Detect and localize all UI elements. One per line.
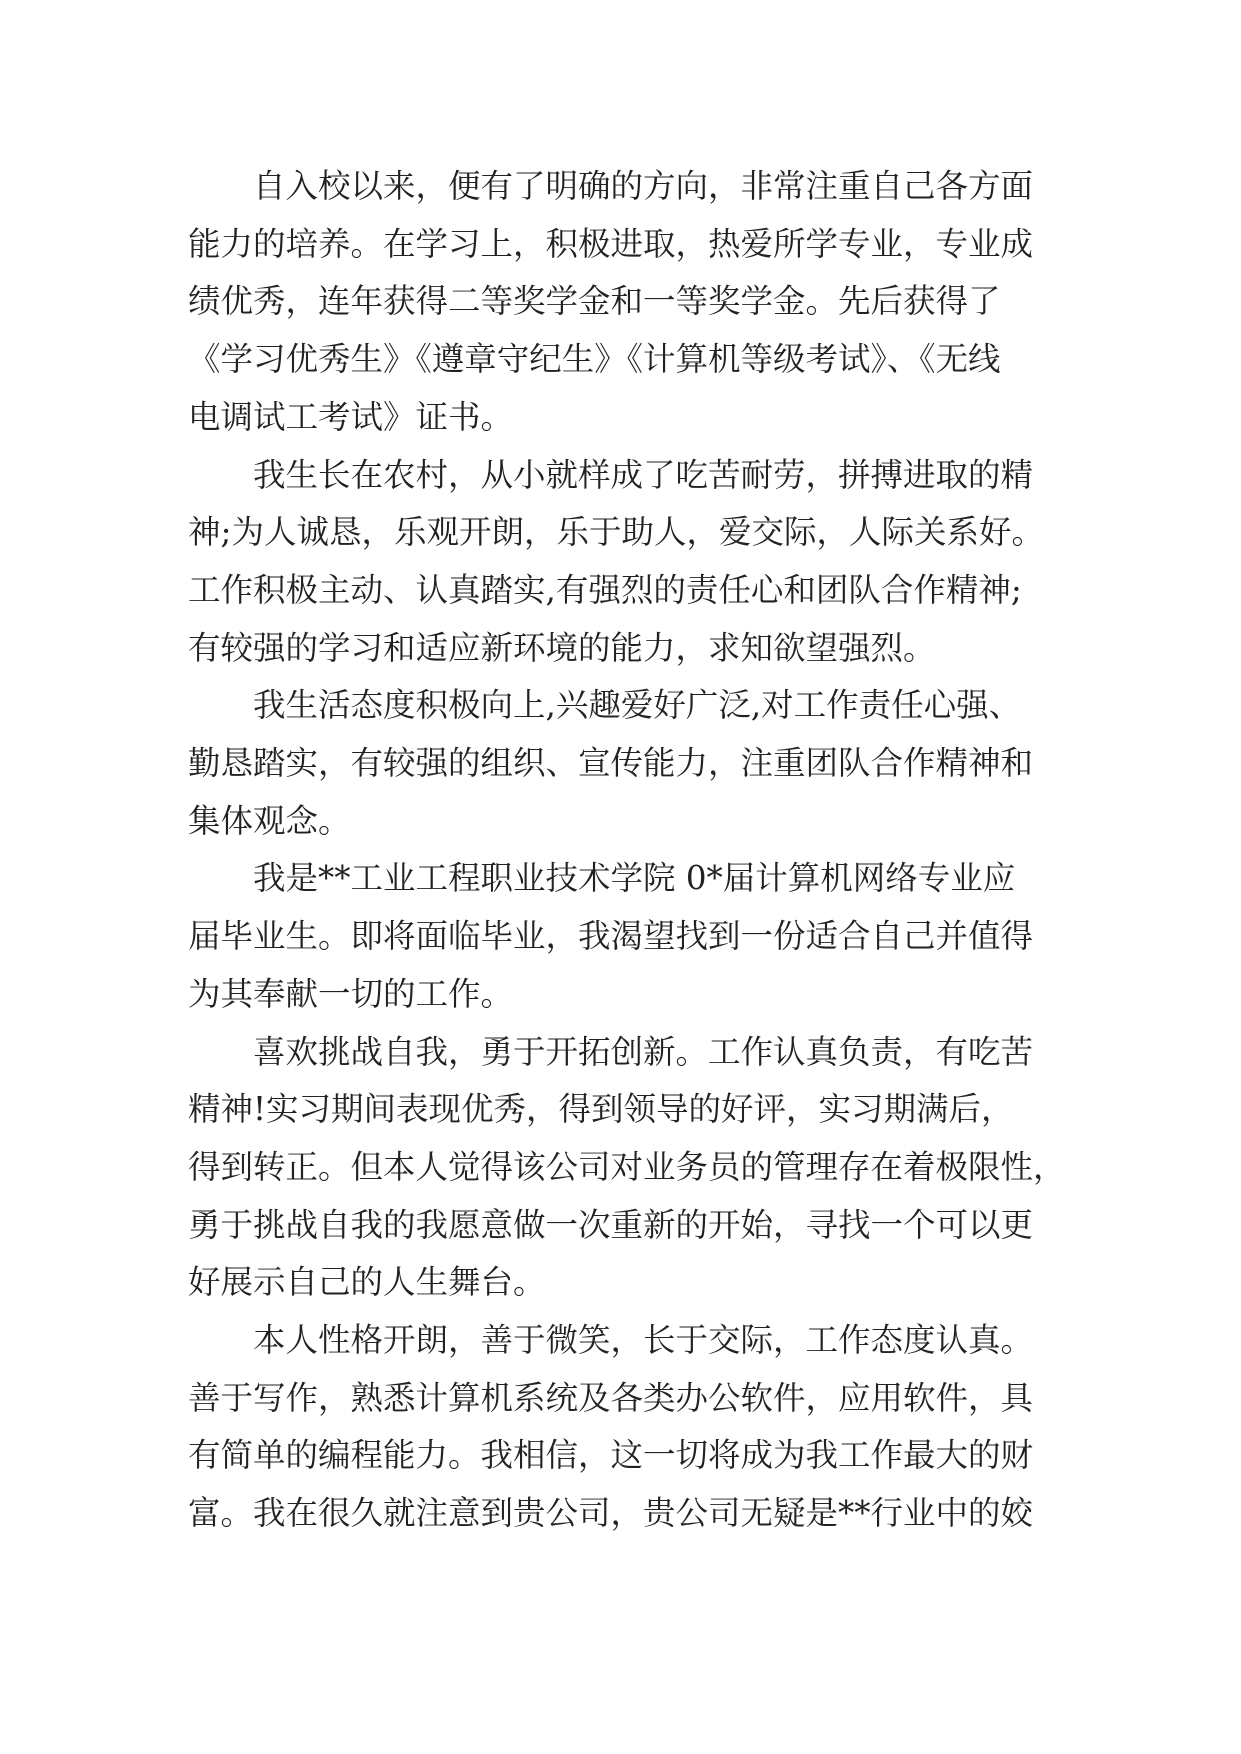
text-line: 喜欢挑战自我，勇于开拓创新。工作认真负责，有吃苦 <box>253 1032 1034 1071</box>
text-line: 自入校以来，便有了明确的方向，非常注重自己各方面 <box>253 167 1034 205</box>
text-line: 得到转正。但本人觉得该公司对业务员的管理存在着极限性， <box>188 1147 1066 1186</box>
paragraph-6 <box>188 1312 1068 1543</box>
text-line: 《学习优秀生》《遵章守纪生》《计算机等级考试》、《无线 <box>188 340 1001 379</box>
text-line: 我生长在农村，从小就样成了吃苦耐劳，拼搏进取的精 <box>253 455 1034 494</box>
paragraph-4 <box>188 850 1068 1023</box>
paragraph-1 <box>188 158 1068 447</box>
text-line: 为其奉献一切的工作。 <box>188 974 514 1013</box>
paragraph-2 <box>188 447 1068 678</box>
text-line: 绩优秀，连年获得二等奖学金和一等奖学金。先后获得了 <box>188 282 1001 321</box>
paragraph-3 <box>188 677 1068 850</box>
text-line: 我生活态度积极向上,兴趣爱好广泛,对工作责任心强、 <box>253 686 1022 725</box>
text-line: 勇于挑战自我的我愿意做一次重新的开始，寻找一个可以更 <box>188 1205 1034 1244</box>
text-line: 集体观念。 <box>188 801 351 840</box>
paragraph-5 <box>188 1024 1068 1313</box>
text-line: 有简单的编程能力。我相信，这一切将成为我工作最大的财 <box>188 1436 1034 1475</box>
text-line: 神;为人诚恳，乐观开朗，乐于助人，爱交际，人际关系好。 <box>188 513 1044 552</box>
text-line: 精神!实习期间表现优秀，得到领导的好评，实习期满后， <box>188 1090 1014 1129</box>
text-line: 有较强的学习和适应新环境的能力，求知欲望强烈。 <box>188 628 936 667</box>
text-line: 工作积极主动、认真踏实,有强烈的责任心和团队合作精神; <box>188 570 1022 609</box>
text-line: 电调试工考试》证书。 <box>188 397 514 436</box>
text-line: 善于写作，熟悉计算机系统及各类办公软件，应用软件，具 <box>188 1378 1034 1417</box>
text-line: 本人性格开朗，善于微笑，长于交际，工作态度认真。 <box>253 1321 1034 1360</box>
text-line: 届毕业生。即将面临毕业，我渴望找到一份适合自己并值得 <box>188 917 1034 956</box>
text-line: 好展示自己的人生舞台。 <box>188 1263 546 1302</box>
document-page <box>188 158 1068 1543</box>
text-line: 勤恳踏实，有较强的组织、宣传能力，注重团队合作精神和 <box>188 744 1034 783</box>
text-line: 能力的培养。在学习上，积极进取，热爱所学专业，专业成 <box>188 224 1034 263</box>
text-line: 富。我在很久就注意到贵公司，贵公司无疑是**行业中的姣 <box>188 1494 1034 1533</box>
text-line: 我是**工业工程职业技术学院 0*届计算机网络专业应 <box>253 859 1016 898</box>
